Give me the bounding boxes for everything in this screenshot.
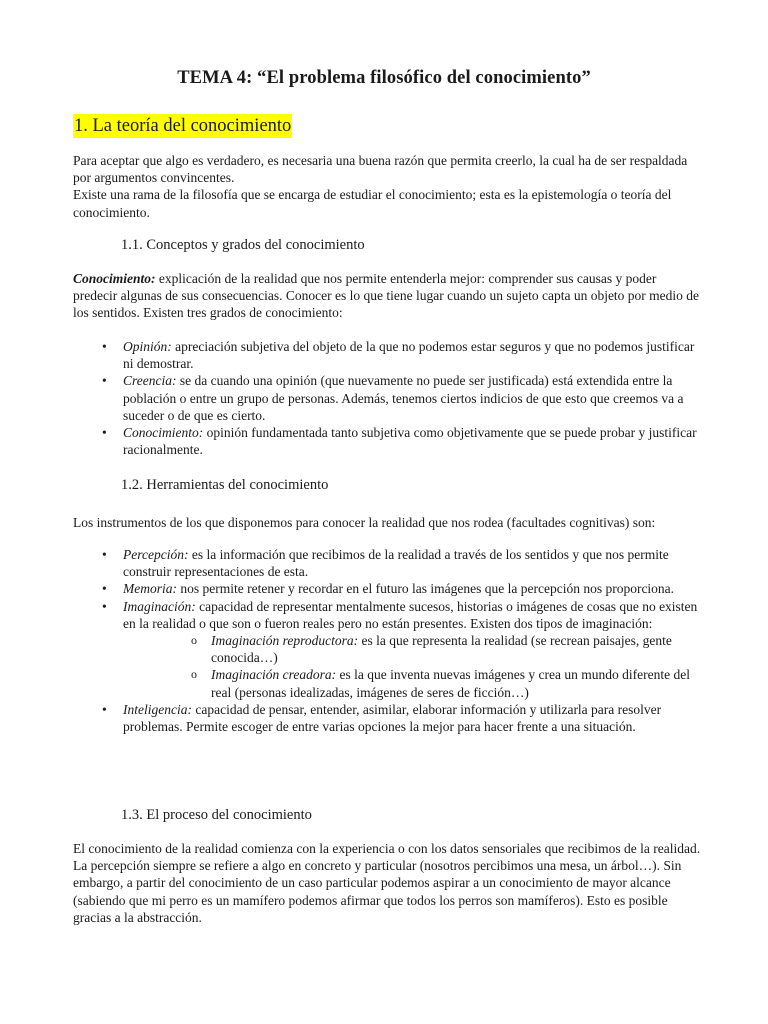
item-text: se da cuando una opinión (que nuevamente no puede ser justificada) está extendida entre la población o entre un grupo de personas. Además, tenemos ciertos indicios de que esto que creemos va a suceder o de que es cierto.	[123, 373, 684, 423]
item-text: es la que inventa nuevas imágenes y crea un mundo diferente del real (personas idealizadas, imágenes de seres de ficción…)	[211, 667, 690, 700]
item-term: Opinión:	[123, 339, 172, 354]
sublist-item	[123, 666, 703, 700]
item-term: Inteligencia:	[123, 701, 192, 717]
item-text: es la información que recibimos de la realidad a través de los sentidos y que nos permite construir representaciones de esta.	[123, 547, 669, 580]
imagination-sublist	[123, 632, 703, 701]
definition-paragraph	[73, 270, 703, 322]
paragraph: Existe una rama de la filosofía que se encarga de estudiar el conocimiento; esta es la epistemología o teoría del conocimiento.	[73, 187, 672, 220]
list-item	[73, 580, 703, 597]
item-term: Imaginación creadora:	[211, 667, 337, 683]
item-term: Imaginación:	[123, 598, 196, 614]
item-text: es la que representa la realidad (se recrean paisajes, gente conocida…)	[211, 633, 672, 666]
item-term: Percepción:	[123, 547, 189, 562]
definition-text: explicación de la realidad que nos permite entenderla mejor: comprender sus causas y poder predecir algunas de sus consecuencias. Conocer es lo que tiene lugar cuando un sujeto capta un objeto por medio de los sentidos. Existen tres grados de conocimiento:	[73, 271, 700, 321]
degrees-list	[73, 338, 703, 458]
subheading-1-1: 1.1. Conceptos y grados del conocimiento	[121, 237, 365, 253]
process-paragraphs	[73, 840, 703, 926]
subheading-1-3: 1.3. El proceso del conocimiento	[121, 807, 312, 823]
list-item	[73, 598, 703, 701]
item-text: capacidad de representar mentalmente sucesos, historias o imágenes de cosas que no existen en la realidad o que son o fueron reales pero no están presentes. Existen dos tipos de imaginación:	[123, 598, 698, 631]
item-term: Creencia:	[123, 373, 177, 389]
tools-list	[73, 546, 703, 735]
item-text: capacidad de pensar, entender, asimilar, elaborar información y utilizarla para resolver problemas. Permite escoger de entre varias opciones la mejor para hacer frente a una situación.	[123, 701, 662, 735]
sublist-item	[123, 632, 703, 666]
definition-term: Conocimiento:	[73, 271, 156, 286]
tools-intro	[73, 514, 703, 531]
list-item	[73, 546, 703, 580]
list-item	[73, 424, 703, 458]
item-text: nos permite retener y recordar en el futuro las imágenes que la percepción nos proporciona.	[177, 581, 675, 597]
paragraph: La percepción siempre se refiere a algo en concreto y particular (nosotros percibimos una mesa, un árbol…). Sin embargo, a partir del conocimiento de un caso particular podemos aspirar a un conocimiento de mayor alcance (sabiendo que mi perro es un mamífero podemos afirmar que todos los perros son mamíferos). Esto es posible gracias a la abstracción.	[73, 858, 682, 925]
item-text: opinión fundamentada tanto subjetiva como objetivamente que se puede probar y justificar racionalmente.	[123, 425, 697, 458]
section-heading-highlighted: 1. La teoría del conocimiento	[74, 116, 292, 136]
list-item	[73, 701, 703, 735]
section1-intro	[73, 152, 703, 221]
item-text: apreciación subjetiva del objeto de la que no podemos estar seguros y que no podemos justificar ni demostrar.	[123, 339, 695, 372]
item-term: Memoria:	[123, 581, 177, 597]
paragraph: Los instrumentos de los que disponemos para conocer la realidad que nos rodea (facultades cognitivas) son:	[73, 515, 656, 530]
item-term: Imaginación reproductora:	[211, 633, 359, 649]
paragraph: Para aceptar que algo es verdadero, es necesaria una buena razón que permita creerlo, la cual ha de ser respaldada por argumentos convincentes.	[73, 153, 688, 186]
list-item	[73, 338, 703, 372]
paragraph: El conocimiento de la realidad comienza con la experiencia o con los datos sensoriales que recibimos de la realidad.	[73, 841, 701, 856]
item-term: Conocimiento:	[123, 425, 204, 441]
list-item	[73, 372, 703, 424]
document-title: TEMA 4: “El problema filosófico del conocimiento”	[177, 68, 591, 88]
subheading-1-2: 1.2. Herramientas del conocimiento	[121, 477, 329, 493]
